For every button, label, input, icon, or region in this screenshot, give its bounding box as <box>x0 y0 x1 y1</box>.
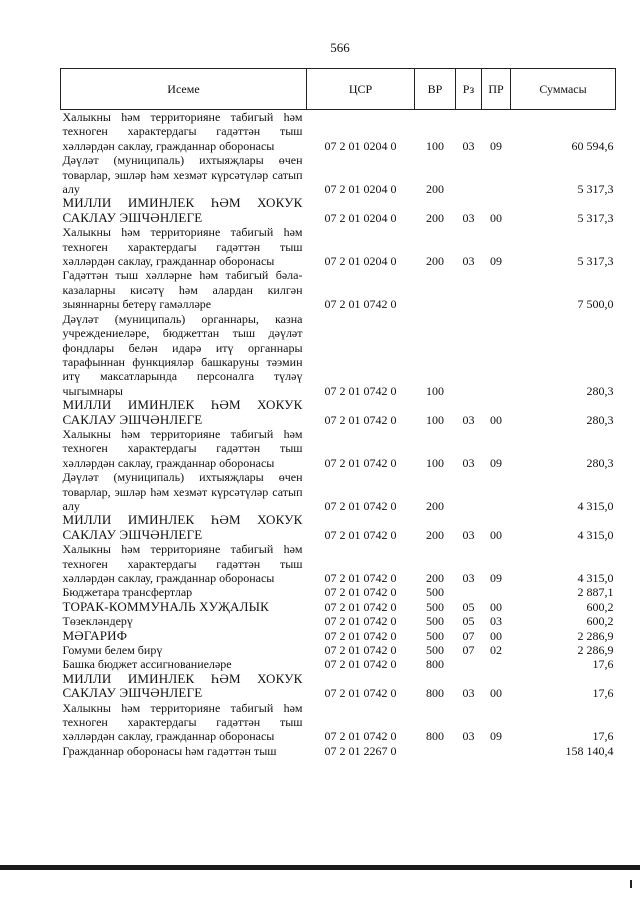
table-row <box>61 268 616 311</box>
row-rz <box>456 470 482 513</box>
row-amount: 5 317,3 <box>577 254 614 269</box>
row-pr: 00 <box>490 412 502 427</box>
row-csr: 07 2 01 0742 0 <box>324 643 397 658</box>
row-amount: 2 887,1 <box>577 585 614 600</box>
row-pr <box>482 312 511 398</box>
table-row <box>61 643 616 657</box>
row-csr: 07 2 01 0742 0 <box>324 498 397 513</box>
row-amount: 17,6 <box>592 686 614 701</box>
row-amount: 5 317,3 <box>577 182 614 197</box>
row-name: Гадәттән тыш хәлләрне һәм табигый бәла-казаларны кисәтү һәм алардан килгән зыяннарны бетерү гамәлләре <box>62 268 303 312</box>
table-row <box>61 542 616 585</box>
row-amount: 60 594,6 <box>571 138 614 153</box>
row-rz: 03 <box>462 412 475 427</box>
row-rz: 07 <box>462 643 475 658</box>
row-vr: 200 <box>426 527 444 542</box>
row-pr <box>482 470 511 513</box>
row-name: Гражданнар оборонасы һәм гадәттән тыш <box>62 743 277 758</box>
row-amount: 4 315,0 <box>577 527 614 542</box>
row-name: МИЛЛИ ИМИНЛЕК ҺӘМ ХОКУК САКЛАУ ЭШЧӘНЛЕГЕ <box>62 670 303 701</box>
row-rz: 03 <box>462 686 475 701</box>
row-pr: 09 <box>490 138 502 153</box>
row-pr: 09 <box>490 455 502 470</box>
budget-table <box>60 68 616 758</box>
row-name: МӘГАРИФ <box>62 627 128 643</box>
row-amount: 17,6 <box>592 729 614 744</box>
table-row <box>61 629 616 643</box>
row-pr: 00 <box>490 599 502 614</box>
row-name: МИЛЛИ ИМИНЛЕК ҺӘМ ХОКУК САКЛАУ ЭШЧӘНЛЕГЕ <box>62 512 303 542</box>
row-rz: 03 <box>462 729 475 744</box>
table-row <box>61 614 616 628</box>
row-name: МИЛЛИ ИМИНЛЕК ҺӘМ ХОКУК САКЛАУ ЭШЧӘНЛЕГЕ <box>62 195 303 225</box>
row-amount: 7 500,0 <box>577 297 614 312</box>
row-vr <box>415 268 456 311</box>
table-row <box>61 196 616 225</box>
row-vr <box>415 744 456 758</box>
row-amount: 4 315,0 <box>577 571 614 585</box>
row-amount: 600,2 <box>586 599 614 614</box>
row-vr: 800 <box>426 729 444 744</box>
row-name: Халыкны һәм территорияне табигый һәм техноген характердагы гадәттән тыш хәлләрдән саклау, гражданнар оборонасы <box>62 542 303 585</box>
row-rz: 03 <box>462 527 475 542</box>
table-row <box>61 153 616 196</box>
table-row <box>61 744 616 758</box>
row-csr: 07 2 01 0742 0 <box>324 383 397 398</box>
col-header-csr: ЦСР <box>307 69 415 110</box>
row-pr: 09 <box>490 254 502 269</box>
table-row <box>61 672 616 701</box>
page-bottom-edge <box>0 865 640 870</box>
row-vr: 500 <box>426 614 444 629</box>
row-pr <box>482 744 511 758</box>
row-name: Төзекләндерү <box>62 614 133 629</box>
row-rz: 03 <box>462 254 475 269</box>
row-csr: 07 2 01 0742 0 <box>324 571 397 585</box>
col-header-vr: ВР <box>415 69 456 110</box>
row-vr: 200 <box>426 571 444 585</box>
row-rz: 05 <box>462 599 475 614</box>
row-rz <box>456 312 482 398</box>
row-amount: 158 140,4 <box>565 743 614 758</box>
row-csr: 07 2 01 0742 0 <box>324 686 397 701</box>
table-row <box>61 225 616 268</box>
row-vr: 200 <box>426 498 444 513</box>
row-amount: 280,3 <box>586 412 614 427</box>
row-csr: 07 2 01 0742 0 <box>324 297 397 312</box>
table-row <box>61 600 616 614</box>
row-amount: 280,3 <box>586 383 614 398</box>
row-csr: 07 2 01 0742 0 <box>324 412 397 427</box>
row-amount: 2 286,9 <box>577 628 614 643</box>
row-rz <box>456 744 482 758</box>
row-csr: 07 2 01 0204 0 <box>324 210 397 225</box>
header-row <box>61 69 616 110</box>
row-vr: 100 <box>426 455 444 470</box>
row-csr: 07 2 01 0742 0 <box>324 455 397 470</box>
table-row <box>61 657 616 671</box>
table-row <box>61 470 616 513</box>
row-rz <box>456 153 482 196</box>
row-vr: 500 <box>426 585 444 600</box>
row-amount: 280,3 <box>586 455 614 470</box>
row-rz: 03 <box>462 210 475 225</box>
page-number: 566 <box>330 40 350 55</box>
table-body <box>61 110 616 759</box>
row-amount: 2 286,9 <box>577 643 614 658</box>
row-pr <box>482 268 511 311</box>
row-amount: 17,6 <box>592 657 614 672</box>
row-vr: 100 <box>426 412 444 427</box>
row-rz: 03 <box>462 455 475 470</box>
col-header-rz: Рз <box>456 69 482 110</box>
row-csr: 07 2 01 0204 0 <box>324 138 397 153</box>
row-vr: 500 <box>426 599 444 614</box>
row-name: Бюджетара трансфертлар <box>62 585 193 600</box>
row-vr: 100 <box>426 138 444 153</box>
table-row <box>61 701 616 744</box>
row-pr: 00 <box>490 210 502 225</box>
row-name: Дәүләт (муниципаль) органнары, казна учреждениеләре, бюджеттан тыш дәүләт фондлары белән идарә итү органнары тарафыннан функцияләр башкаруны тәэмин итү максатларында персоналга түләү чыгымнары <box>62 311 303 398</box>
row-name: Дәүләт (муниципаль) ихтыяҗлары өчен товарлар, эшләр һәм хезмәт күрсәтүләр сатып алу <box>62 470 303 513</box>
row-rz: 03 <box>462 571 475 585</box>
row-vr: 500 <box>426 628 444 643</box>
row-csr: 07 2 01 0204 0 <box>324 254 397 269</box>
row-rz <box>456 585 482 599</box>
row-csr: 07 2 01 0742 0 <box>324 599 397 614</box>
row-name: Халыкны һәм территорияне табигый һәм техноген характердагы гадәттән тыш хәлләрдән саклау, гражданнар оборонасы <box>62 700 303 744</box>
row-csr: 07 2 01 0742 0 <box>324 729 397 744</box>
row-name: Гомуми белем бирү <box>62 643 163 658</box>
table-row <box>61 427 616 470</box>
row-name: Халыкны һәм территорияне табигый һәм техноген характердагы гадәттән тыш хәлләрдән саклау, гражданнар оборонасы <box>62 110 303 153</box>
col-header-amount: Суммасы <box>511 69 616 110</box>
row-vr: 800 <box>426 686 444 701</box>
row-pr: 09 <box>490 571 502 585</box>
table-row <box>61 110 616 154</box>
row-name: Башка бюджет ассигнованиеләре <box>62 657 232 672</box>
table-row <box>61 585 616 599</box>
row-rz: 03 <box>462 138 475 153</box>
row-csr: 07 2 01 0742 0 <box>324 628 397 643</box>
row-amount: 600,2 <box>586 614 614 629</box>
row-vr: 200 <box>426 254 444 269</box>
row-name: МИЛЛИ ИМИНЛЕК ҺӘМ ХОКУК САКЛАУ ЭШЧӘНЛЕГЕ <box>62 397 303 427</box>
row-vr: 100 <box>426 383 444 398</box>
row-csr: 07 2 01 2267 0 <box>324 743 397 758</box>
row-pr: 02 <box>490 643 502 658</box>
row-rz: 05 <box>462 614 475 629</box>
row-pr: 00 <box>490 628 502 643</box>
table-row <box>61 398 616 427</box>
row-name: ТОРАК-КОММУНАЛЬ ХУҖАЛЫК <box>62 598 270 614</box>
row-csr: 07 2 01 0742 0 <box>324 657 397 672</box>
row-rz <box>456 657 482 671</box>
row-pr <box>482 657 511 671</box>
row-amount: 4 315,0 <box>577 498 614 513</box>
row-pr: 09 <box>490 729 502 744</box>
col-header-name: Исеме <box>61 69 307 110</box>
row-rz: 07 <box>462 628 475 643</box>
row-csr: 07 2 01 0742 0 <box>324 614 397 629</box>
row-amount: 5 317,3 <box>577 210 614 225</box>
row-pr <box>482 153 511 196</box>
row-vr: 500 <box>426 643 444 658</box>
row-name: Халыкны һәм территорияне табигый һәм техноген характердагы гадәттән тыш хәлләрдән саклау, гражданнар оборонасы <box>62 225 303 269</box>
row-vr: 800 <box>426 657 444 672</box>
table-row <box>61 312 616 398</box>
row-pr: 00 <box>490 686 502 701</box>
row-name: Халыкны һәм территорияне табигый һәм техноген характердагы гадәттән тыш хәлләрдән саклау, гражданнар оборонасы <box>62 426 303 470</box>
table-row <box>61 513 616 542</box>
row-vr: 200 <box>426 210 444 225</box>
row-vr: 200 <box>426 182 444 197</box>
row-csr: 07 2 01 0742 0 <box>324 585 397 600</box>
col-header-pr: ПР <box>482 69 511 110</box>
row-name: Дәүләт (муниципаль) ихтыяҗлары өчен товарлар, эшләр һәм хезмәт күрсәтүләр сатып алу <box>62 153 303 197</box>
row-pr: 00 <box>490 527 502 542</box>
row-pr: 03 <box>490 614 502 629</box>
row-csr: 07 2 01 0742 0 <box>324 527 397 542</box>
row-rz <box>456 268 482 311</box>
row-csr: 07 2 01 0204 0 <box>324 182 397 197</box>
row-pr <box>482 585 511 599</box>
scan-mark <box>630 880 632 888</box>
